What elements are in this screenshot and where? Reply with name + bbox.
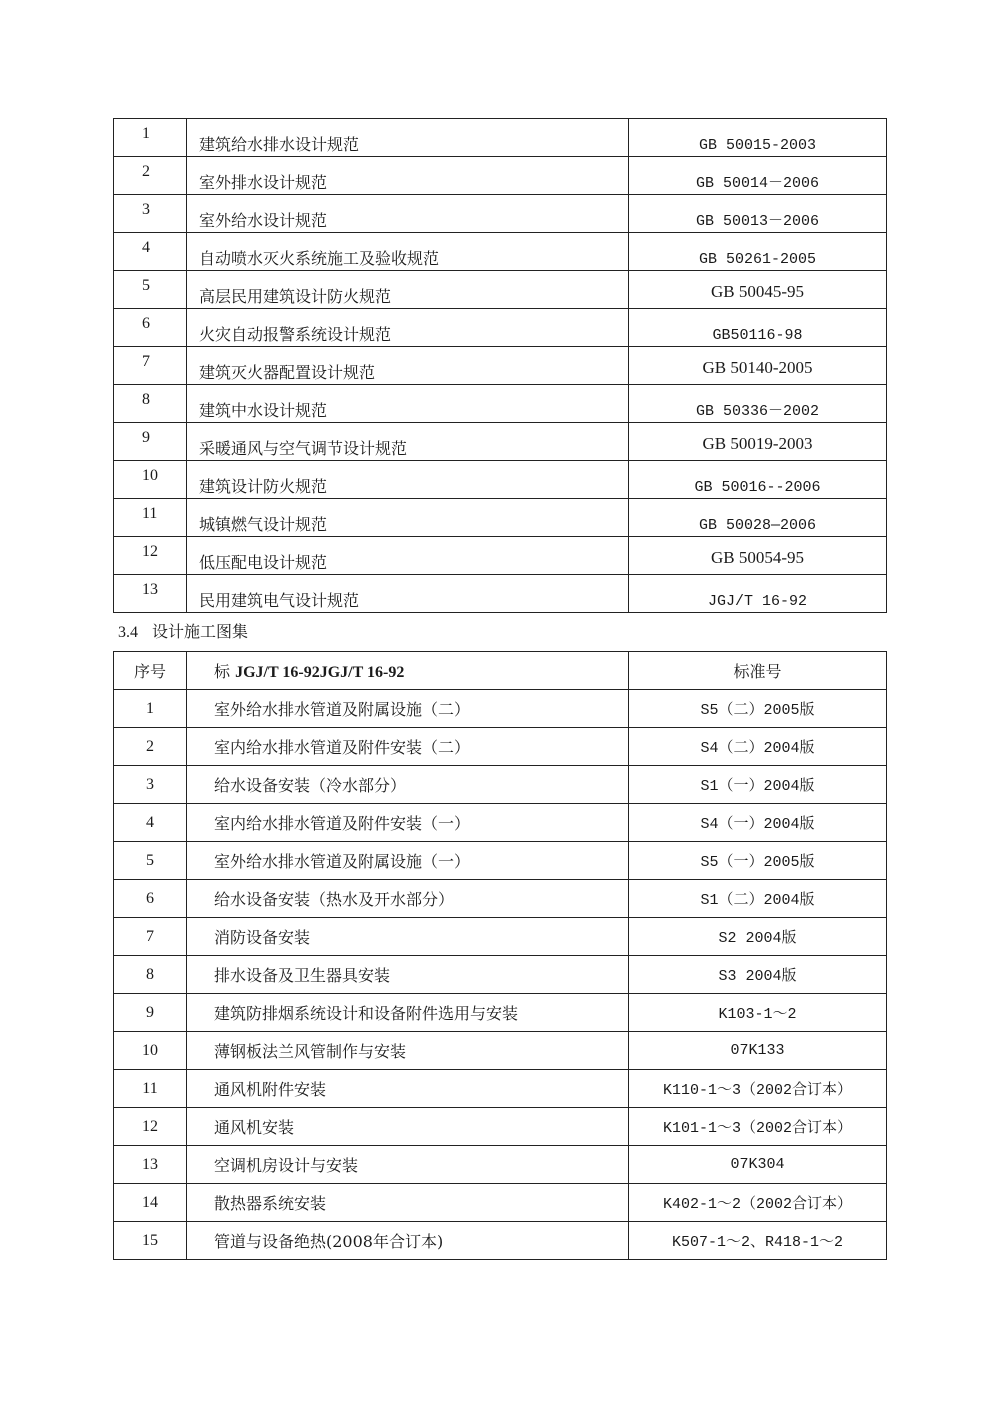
row-number: 4 bbox=[114, 804, 187, 842]
atlas-name: 散热器系统安装 bbox=[187, 1184, 629, 1222]
table-row bbox=[114, 385, 887, 423]
atlas-name: 室外给水排水管道及附属设施（一） bbox=[187, 842, 629, 880]
atlas-code: K103-1～2 bbox=[629, 994, 887, 1032]
standard-name: 建筑灭火器配置设计规范 bbox=[187, 347, 629, 385]
atlas-code: S5（二）2005版 bbox=[629, 690, 887, 728]
row-number: 7 bbox=[114, 918, 187, 956]
atlas-code: 07K133 bbox=[629, 1032, 887, 1070]
atlas-code: K402-1～2（2002合订本） bbox=[629, 1184, 887, 1222]
standard-code: GB 50054-95 bbox=[629, 537, 887, 575]
atlas-name: 消防设备安装 bbox=[187, 918, 629, 956]
table-header-row bbox=[114, 652, 887, 690]
table-row bbox=[114, 690, 887, 728]
section-title: 设计施工图集 bbox=[152, 624, 249, 641]
row-number: 2 bbox=[114, 157, 187, 195]
atlas-code: S1（二）2004版 bbox=[629, 880, 887, 918]
table-row bbox=[114, 233, 887, 271]
standard-code: GB 50028—2006 bbox=[629, 499, 887, 537]
row-number: 11 bbox=[114, 499, 187, 537]
atlas-name: 管道与设备绝热(2008年合订本) bbox=[187, 1222, 629, 1260]
table-row bbox=[114, 880, 887, 918]
atlas-name: 空调机房设计与安装 bbox=[187, 1146, 629, 1184]
row-number: 13 bbox=[114, 1146, 187, 1184]
row-number: 10 bbox=[114, 1032, 187, 1070]
standard-name: 火灾自动报警系统设计规范 bbox=[187, 309, 629, 347]
row-number: 6 bbox=[114, 880, 187, 918]
table-row bbox=[114, 842, 887, 880]
atlas-code: K507-1～2、R418-1～2 bbox=[629, 1222, 887, 1260]
table-row bbox=[114, 271, 887, 309]
table-row bbox=[114, 1070, 887, 1108]
row-number: 4 bbox=[114, 233, 187, 271]
row-number: 13 bbox=[114, 575, 187, 613]
table-row bbox=[114, 956, 887, 994]
standard-code: GB 50015-2003 bbox=[629, 119, 887, 157]
standard-name: 城镇燃气设计规范 bbox=[187, 499, 629, 537]
standard-name: 低压配电设计规范 bbox=[187, 537, 629, 575]
row-number: 2 bbox=[114, 728, 187, 766]
header-name-bold: JGJ/T 16-92JGJ/T 16-92 bbox=[235, 664, 405, 681]
atlas-name: 排水设备及卫生器具安装 bbox=[187, 956, 629, 994]
row-number: 1 bbox=[114, 119, 187, 157]
header-code: 标准号 bbox=[629, 652, 887, 690]
row-number: 5 bbox=[114, 271, 187, 309]
table-row bbox=[114, 1222, 887, 1260]
table-row bbox=[114, 309, 887, 347]
table-row bbox=[114, 1146, 887, 1184]
table-row bbox=[114, 1032, 887, 1070]
standard-code: GB 50140-2005 bbox=[629, 347, 887, 385]
atlas-name: 建筑防排烟系统设计和设备附件选用与安装 bbox=[187, 994, 629, 1032]
standard-code: GB 50013－2006 bbox=[629, 195, 887, 233]
table-row bbox=[114, 918, 887, 956]
header-name-prefix: 标 bbox=[214, 662, 231, 681]
row-number: 12 bbox=[114, 1108, 187, 1146]
header-serial: 序号 bbox=[114, 652, 187, 690]
table-row bbox=[114, 804, 887, 842]
section-number: 3.4 bbox=[118, 624, 138, 641]
atlas-name: 通风机附件安装 bbox=[187, 1070, 629, 1108]
atlas-table bbox=[113, 651, 887, 1260]
standard-code: GB 50014－2006 bbox=[629, 157, 887, 195]
table-row bbox=[114, 575, 887, 613]
row-number: 8 bbox=[114, 385, 187, 423]
atlas-code: S2 2004版 bbox=[629, 918, 887, 956]
row-number: 12 bbox=[114, 537, 187, 575]
table-row bbox=[114, 1108, 887, 1146]
row-number: 14 bbox=[114, 1184, 187, 1222]
table-row bbox=[114, 1184, 887, 1222]
row-number: 5 bbox=[114, 842, 187, 880]
standard-code: GB50116-98 bbox=[629, 309, 887, 347]
table-row bbox=[114, 195, 887, 233]
table-row bbox=[114, 766, 887, 804]
table-row bbox=[114, 347, 887, 385]
standards-table bbox=[113, 118, 887, 613]
atlas-name: 给水设备安装（冷水部分） bbox=[187, 766, 629, 804]
standard-name: 采暖通风与空气调节设计规范 bbox=[187, 423, 629, 461]
table-row bbox=[114, 728, 887, 766]
table-row bbox=[114, 119, 887, 157]
section-heading bbox=[118, 619, 262, 642]
row-number: 15 bbox=[114, 1222, 187, 1260]
header-name bbox=[187, 652, 629, 690]
standard-name: 自动喷水灭火系统施工及验收规范 bbox=[187, 233, 629, 271]
atlas-name: 室内给水排水管道及附件安装（一） bbox=[187, 804, 629, 842]
standard-code: JGJ/T 16-92 bbox=[629, 575, 887, 613]
table-row bbox=[114, 994, 887, 1032]
standard-name: 室外给水设计规范 bbox=[187, 195, 629, 233]
atlas-name: 室外给水排水管道及附属设施（二） bbox=[187, 690, 629, 728]
row-number: 3 bbox=[114, 766, 187, 804]
row-number: 10 bbox=[114, 461, 187, 499]
standard-name: 室外排水设计规范 bbox=[187, 157, 629, 195]
atlas-name: 室内给水排水管道及附件安装（二） bbox=[187, 728, 629, 766]
row-number: 9 bbox=[114, 994, 187, 1032]
table-row bbox=[114, 157, 887, 195]
standard-code: GB 50019-2003 bbox=[629, 423, 887, 461]
row-number: 7 bbox=[114, 347, 187, 385]
atlas-code: S5（一）2005版 bbox=[629, 842, 887, 880]
standard-code: GB 50336－2002 bbox=[629, 385, 887, 423]
atlas-code: K101-1～3（2002合订本） bbox=[629, 1108, 887, 1146]
row-number: 3 bbox=[114, 195, 187, 233]
atlas-name: 通风机安装 bbox=[187, 1108, 629, 1146]
row-number: 1 bbox=[114, 690, 187, 728]
table-row bbox=[114, 423, 887, 461]
table-row bbox=[114, 499, 887, 537]
row-number: 6 bbox=[114, 309, 187, 347]
atlas-code: K110-1～3（2002合订本） bbox=[629, 1070, 887, 1108]
standard-name: 建筑设计防火规范 bbox=[187, 461, 629, 499]
standard-name: 建筑中水设计规范 bbox=[187, 385, 629, 423]
atlas-code: S1（一）2004版 bbox=[629, 766, 887, 804]
row-number: 8 bbox=[114, 956, 187, 994]
standard-name: 高层民用建筑设计防火规范 bbox=[187, 271, 629, 309]
table-row bbox=[114, 537, 887, 575]
standard-name: 建筑给水排水设计规范 bbox=[187, 119, 629, 157]
row-number: 11 bbox=[114, 1070, 187, 1108]
atlas-code: S4（一）2004版 bbox=[629, 804, 887, 842]
atlas-name: 给水设备安装（热水及开水部分） bbox=[187, 880, 629, 918]
standard-name: 民用建筑电气设计规范 bbox=[187, 575, 629, 613]
atlas-name: 薄钢板法兰风管制作与安装 bbox=[187, 1032, 629, 1070]
atlas-code: S4（二）2004版 bbox=[629, 728, 887, 766]
atlas-code: S3 2004版 bbox=[629, 956, 887, 994]
standard-code: GB 50261-2005 bbox=[629, 233, 887, 271]
standard-code: GB 50016--2006 bbox=[629, 461, 887, 499]
table-row bbox=[114, 461, 887, 499]
row-number: 9 bbox=[114, 423, 187, 461]
standard-code: GB 50045-95 bbox=[629, 271, 887, 309]
atlas-code: 07K304 bbox=[629, 1146, 887, 1184]
